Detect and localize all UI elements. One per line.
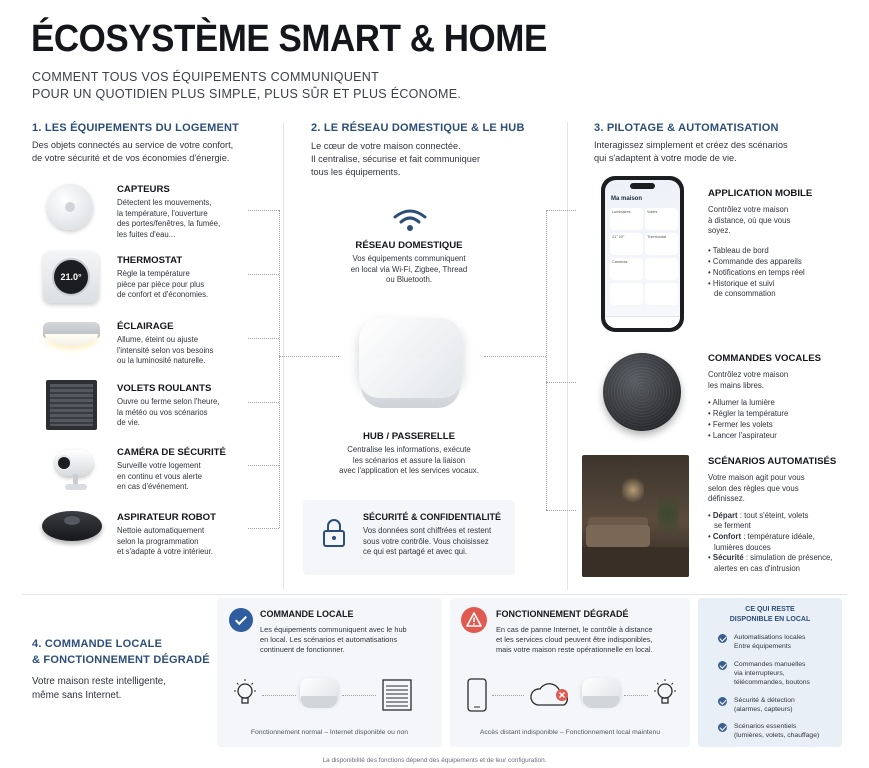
connector-line	[248, 274, 279, 275]
voice-bullets: • Allumer la lumière • Régler la température • Fermer les volets • Lancer l'aspirateur	[708, 397, 821, 441]
hub-icon	[359, 318, 462, 413]
connector-line	[546, 510, 576, 511]
shutter-outline-icon	[381, 678, 413, 712]
thermostat-icon	[43, 251, 99, 303]
ceiling-light-icon	[43, 322, 100, 348]
local-title: COMMANDE LOCALE	[260, 609, 354, 619]
app-tile: 21° 20°	[610, 233, 643, 255]
item-desc: Allume, éteint ou ajuste l'intensité selon vos besoins ou la luminosité naturelle.	[117, 335, 214, 366]
check-circle-icon	[229, 608, 253, 632]
app-bullets: • Tableau de bord • Commande des appareils • Notifications en temps réel • Historique et suivi	[708, 245, 812, 289]
item-title: ÉCLAIRAGE	[117, 321, 174, 332]
cloud-offline-icon	[528, 680, 574, 710]
network-title: RÉSEAU DOMESTIQUE	[355, 240, 463, 251]
item-desc: Détectent les mouvements, la température, l'ouverture des portes/fenêtres, la fumée, les fuites d'eau...	[117, 198, 221, 239]
item-thermostat	[117, 255, 208, 301]
voice-desc: Contrôlez votre maison les mains libres.	[708, 370, 789, 390]
app-tile: Volets	[645, 208, 678, 230]
remains-item: Automatisations locales Entre équipements	[718, 633, 805, 651]
thermostat-display: 21.0°	[60, 272, 82, 282]
hub-block	[300, 431, 518, 477]
item-desc: Surveille votre logement en continu et vous alerte en cas d'événement.	[117, 461, 202, 492]
section2-desc: Le cœur de votre maison connectée. Il centralise, sécurise et fait communiquer tous les équipements.	[311, 141, 481, 177]
item-title: THERMOSTAT	[117, 255, 183, 266]
item-desc: Règle la température pièce par pièce pour plus de confort et d'économies.	[117, 269, 209, 300]
connector-line	[248, 465, 279, 466]
connector-line	[546, 210, 576, 211]
connector-line	[248, 402, 279, 403]
divider	[567, 122, 568, 590]
section3-title: 3. PILOTAGE & AUTOMATISATION	[594, 122, 779, 134]
section2-title: 2. LE RÉSEAU DOMESTIQUE & LE HUB	[311, 122, 525, 134]
scenarios-list: • Départ : tout s'éteint, volets se ferment • Confort : température idéale, lumières douces • Sécurité : simulation de présence, alertes en cas d'intrusion	[708, 511, 836, 575]
item-title: ASPIRATEUR ROBOT	[117, 512, 216, 523]
scenario-item: • Confort : température idéale,	[708, 531, 815, 541]
app-tile	[645, 283, 678, 305]
connector-line	[342, 695, 376, 696]
check-icon	[718, 723, 727, 732]
degraded-block	[496, 609, 653, 655]
section1-desc: Des objets connectés au service de votre confort, de votre sécurité et de vos économies d'énergie.	[32, 140, 234, 163]
app-tab-bar	[605, 316, 680, 328]
connector-line	[546, 382, 576, 383]
page-subtitle: COMMENT TOUS VOS ÉQUIPEMENTS COMMUNIQUENT POUR UN QUOTIDIEN PLUS SIMPLE, PLUS SÛR ET PLUS ÉCONOME.	[32, 70, 462, 101]
living-room-image	[582, 455, 689, 577]
hub-title: HUB / PASSERELLE	[362, 431, 456, 442]
security-block	[363, 512, 501, 558]
wifi-icon	[392, 207, 428, 233]
item-title: CAPTEURS	[117, 184, 170, 195]
item-desc: Nettoie automatiquement selon la programmation et s'adapte à votre intérieur.	[117, 526, 213, 557]
degraded-title: FONCTIONNEMENT DÉGRADÉ	[496, 609, 629, 619]
check-icon	[718, 661, 727, 670]
remains-title: CE QUI RESTE DISPONIBLE EN LOCAL	[729, 606, 811, 623]
remains-item: Scénarios essentiels (lumières, volets, chauffage)	[718, 722, 819, 740]
connector-line	[248, 210, 279, 211]
phone-outline-icon	[466, 677, 488, 713]
section4-desc: Votre maison reste intelligente, même sans Internet.	[32, 676, 166, 701]
hub-small-icon	[300, 678, 338, 712]
connector-line	[492, 695, 524, 696]
item-capteurs	[117, 184, 220, 240]
robot-vacuum-icon	[42, 511, 102, 543]
warning-icon	[461, 607, 487, 633]
connector-line	[624, 695, 648, 696]
app-tile: Caméras	[610, 258, 643, 280]
lock-icon	[322, 518, 346, 548]
check-icon	[718, 697, 727, 706]
smartphone-icon	[601, 176, 684, 332]
scenarios-block	[708, 456, 836, 574]
item-volets	[117, 383, 219, 429]
app-tile: Thermostat	[645, 233, 678, 255]
footer-note: La disponibilité des fonctions dépend des équipements et de leur configuration.	[322, 757, 547, 764]
app-tile	[645, 258, 678, 280]
item-desc: Ouvre ou ferme selon l'heure, la météo ou vos scénarios de vie.	[117, 397, 220, 428]
connector-line	[279, 210, 280, 528]
shutter-icon	[46, 380, 97, 430]
section1-title: 1. LES ÉQUIPEMENTS DU LOGEMENT	[32, 122, 240, 134]
app-desc: Contrôlez votre maison à distance, où que vous soyez.	[708, 205, 791, 236]
voice-title: COMMANDES VOCALES	[708, 353, 821, 364]
connector-line	[279, 356, 339, 357]
connector-line	[262, 695, 296, 696]
degraded-desc: En cas de panne Internet, le contrôle à distance et les services cloud peuvent être indisponibles, mais votre maison reste opérationnelle en local.	[496, 625, 653, 654]
section3-desc: Interagissez simplement et créez des scénarios qui s'adaptent à votre mode de vie.	[594, 140, 788, 163]
section4-title: 4. COMMANDE LOCALE & FONCTIONNEMENT DÉGRADÉ	[32, 638, 210, 666]
connector-line	[546, 210, 547, 510]
degraded-caption: Accès distant indisponible – Fonctionnement local maintenu	[479, 729, 661, 736]
app-title: Ma maison	[611, 196, 643, 202]
app-tile	[610, 283, 643, 305]
remains-item: Commandes manuelles via interrupteurs, télécommandes, boutons	[718, 660, 810, 687]
item-aspirateur	[117, 512, 216, 558]
local-block	[260, 609, 407, 655]
item-title: CAMÉRA DE SÉCURITÉ	[117, 447, 226, 458]
scenario-item: • Départ : tout s'éteint, volets	[708, 510, 809, 520]
scenarios-title: SCÉNARIOS AUTOMATISÉS	[708, 456, 837, 467]
smart-speaker-icon	[603, 353, 681, 431]
connector-line	[484, 356, 546, 357]
connector-line	[248, 338, 279, 339]
light-bulb-icon	[230, 677, 260, 711]
sensor-icon	[47, 184, 93, 230]
check-icon	[718, 634, 727, 643]
scenario-item: • Sécurité : simulation de présence,	[708, 553, 833, 563]
hub-desc: Centralise les informations, exécute les scénarios et assure la liaison avec l'application et les services vocaux.	[339, 445, 479, 476]
voice-block	[708, 353, 821, 441]
scenarios-desc: Votre maison agit pour vous selon des règles que vous définissez.	[708, 473, 805, 504]
app-title-label: APPLICATION MOBILE	[708, 188, 813, 199]
security-title: SÉCURITÉ & CONFIDENTIALITÉ	[363, 512, 502, 522]
local-desc: Les équipements communiquent avec le hub en local. Les scénarios et automatisations continuent de fonctionner.	[260, 625, 407, 654]
page-title: ÉCOSYSTÈME SMART & HOME	[31, 18, 547, 60]
hub-small-icon	[582, 678, 620, 712]
light-bulb-icon	[650, 677, 680, 711]
app-tile: Luminaires	[610, 208, 643, 230]
remains-item: Sécurité & détection (alarmes, capteurs)	[718, 696, 795, 714]
item-camera	[117, 447, 226, 493]
security-desc: Vos données sont chiffrées et restent sous votre contrôle. Vous choisissez ce qui est partagé et avec qui.	[363, 526, 492, 557]
security-camera-icon	[47, 446, 97, 492]
network-desc: Vos équipements communiquent en local via Wi-Fi, Zigbee, Thread ou Bluetooth.	[350, 254, 468, 285]
item-title: VOLETS ROULANTS	[117, 383, 212, 394]
app-block: APPLICATION MOBILE Contrôlez votre maison à distance, où que vous soyez. • Tableau de bord • Commande des appareils • Notifications en temps réel • Historique et suivi de consommation	[708, 188, 812, 299]
network-block	[300, 240, 518, 286]
local-caption: Fonctionnement normal – Internet disponible ou non	[250, 729, 409, 736]
item-eclairage	[117, 321, 213, 367]
connector-line	[248, 528, 279, 529]
divider	[22, 594, 847, 595]
